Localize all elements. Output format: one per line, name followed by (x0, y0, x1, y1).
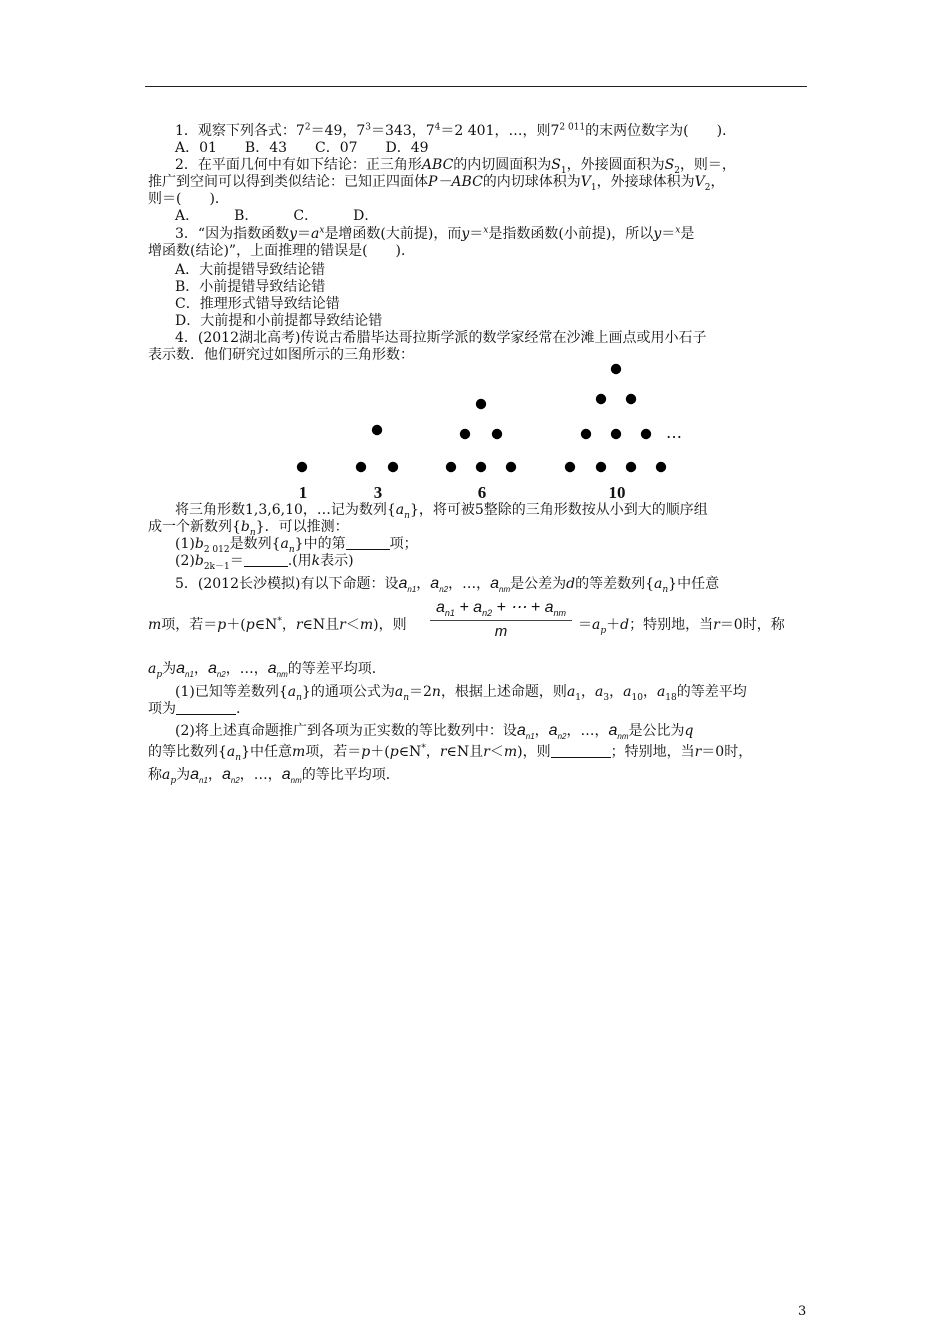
q2-options: A． B． C． D． (175, 208, 379, 224)
q4-part1: $(1)b_{2 012}$是数列$\{a_n\}$中的第 项； (175, 536, 418, 555)
pebble-dot (476, 399, 486, 409)
figure-label-10: 10 (608, 483, 626, 502)
pebble-dot (356, 462, 366, 472)
fraction-numerator: $a_{n1} + a_{n2}$ + ⋯ + $a_{nm}$ (436, 599, 566, 619)
q3-option-d: D．大前提和小前提都导致结论错 (175, 313, 383, 329)
q5-part2-line1: (2)将上述真命题推广到各项为正实数的等比数列中：设$a_{n1}$，$a_{n2}$，…，$a_{nm}$是公比为q (175, 722, 694, 742)
pebble-dot (506, 462, 516, 472)
q4-stem-line1: 4．(2012湖北高考)传说古希腊毕达哥拉斯学派的数学家经常在沙滩上画点或用小石子 (175, 330, 707, 346)
pebble-dot (460, 429, 470, 439)
q5-part1-line2: 项为 . (148, 701, 241, 717)
pebble-dot (626, 462, 636, 472)
pebble-dot (388, 462, 398, 472)
triangular-numbers-figure (0, 0, 950, 520)
pebble-dot (596, 462, 606, 472)
q5-part1-line1: (1)已知等差数列$\{a_n\}$的通项公式为$a_n=2n$，根据上述命题，则$a_1$，$a_3$，$a_{10}$，$a_{18}$的等差平均 (175, 684, 747, 703)
q5-part2-line2: 的等比数列$\{a_n\}$中任意m项，若＝p＋(p∈N*，r∈N且r＜m)，则 ；特别地，当r＝0时， (148, 743, 753, 763)
q3-stem-line2: 增函数(结论)”，上面推理的错误是( )． (148, 243, 416, 259)
q5-part2-line3: 称$a_p$为$a_{n1}$，$a_{n2}$，…，$a_{nm}$的等比平均项． (148, 766, 400, 786)
q4-stem-line2: 表示数．他们研究过如图所示的三角形数： (148, 347, 414, 363)
page-number: 3 (798, 1304, 807, 1319)
answer-blank[interactable] (176, 702, 236, 715)
pebble-dot (611, 429, 621, 439)
q3-option-b: B．小前提错导致结论错 (175, 279, 326, 295)
q2-stem-line3: 则＝( )． (148, 191, 229, 207)
pebble-dot (446, 462, 456, 472)
pebble-dot (656, 462, 666, 472)
term-a-n2: $a_{n2}$ (430, 575, 449, 595)
pebble-dot (581, 429, 591, 439)
term-a-n1: $a_{n1}$ (398, 575, 417, 595)
q2-stem-line1: 2．在平面几何中有如下结论：正三角形ABC的内切圆面积为$S_1$，外接圆面积为$S_2$，则＝， (175, 157, 736, 176)
fraction-denominator: m (494, 623, 508, 640)
q4-stem-line3: 将三角形数1,3,6,10，…记为数列$\{a_n\}$，将可被5整除的三角形数按从小到大的顺序组 (175, 502, 708, 521)
figure-ellipsis: … (666, 423, 682, 442)
pebble-dot (641, 429, 651, 439)
answer-blank[interactable] (244, 554, 288, 567)
q4-part2: $(2)b_{2k-1}=$ .(用k表示) (175, 553, 354, 572)
fraction-bar (430, 620, 572, 621)
q1-options: A．01 B．43 C．07 D．49 (175, 140, 429, 156)
q5-stem-line2-right: $=a_p+d$；特别地，当r＝0时，称 (578, 617, 785, 636)
pebble-dot (596, 394, 606, 404)
pebble-dot (297, 462, 307, 472)
mean-fraction (430, 597, 572, 640)
q5-stem-line1: 5．(2012长沙模拟)有以下命题：设$a_{n1}$，$a_{n2}$，…，$a_{nm}$是公差为d的等差数列$\{a_n\}$中任意 (175, 575, 720, 595)
q3-option-c: C．推理形式错导致结论错 (175, 296, 340, 312)
pebble-dot (492, 429, 502, 439)
pebble-dot (626, 394, 636, 404)
term-a-nm: $a_{nm}$ (490, 575, 511, 595)
pebble-dot (565, 462, 575, 472)
answer-blank[interactable] (346, 537, 390, 550)
q2-stem-line2: 推广到空间可以得到类似结论：已知正四面体P－ABC的内切球体积为$V_1$，外接球体积为$V_2$， (148, 174, 725, 193)
pebble-dot (476, 462, 486, 472)
pebble-dot (611, 364, 621, 374)
q5-stem-line3: $a_p$为$a_{n1}$，$a_{n2}$，…，$a_{nm}$的等差平均项． (148, 660, 386, 680)
q3-stem-line1: 3．“因为指数函数$y=a^x$是增函数(大前提)，而y＝$^x$是指数函数(小前提)，所以y＝$^x$是 (175, 225, 695, 242)
answer-blank[interactable] (551, 745, 611, 758)
q3-option-a: A．大前提错导致结论错 (175, 262, 326, 278)
q4-stem-line4: 成一个新数列$\{b_n\}$．可以推测： (148, 519, 349, 538)
figure-label-6: 6 (477, 483, 487, 502)
q1-stem: 1．观察下列各式：$7^2=49$，$7^3=343$，$7^4=2$ 401，…，则$7^{2 011}$的末两位数字为( )． (175, 122, 737, 139)
figure-label-1: 1 (298, 483, 308, 502)
q5-stem-line2-left: m项，若＝p＋(p∈N*，r∈N且r＜m)，则 (148, 616, 407, 633)
pebble-dot (372, 425, 382, 435)
figure-label-3: 3 (373, 483, 383, 502)
